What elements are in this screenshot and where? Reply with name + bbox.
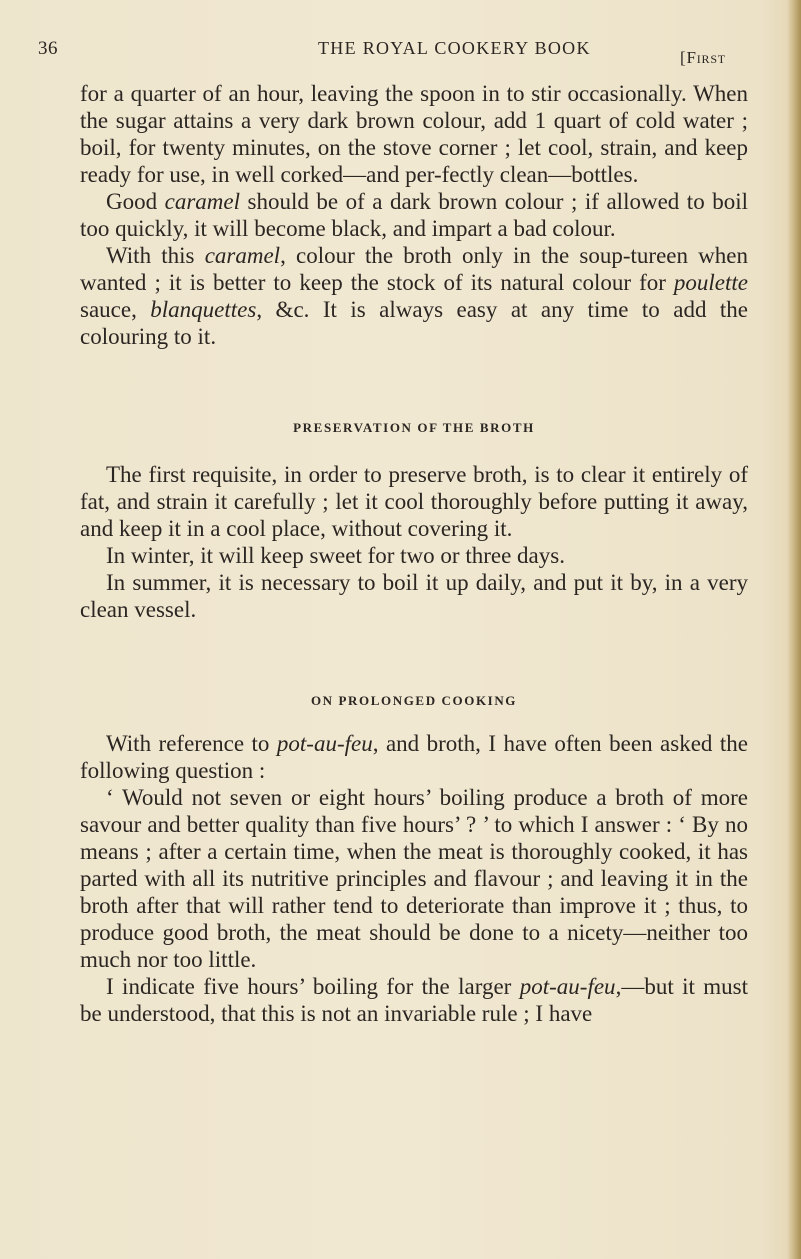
running-header (0, 34, 801, 67)
body-text (80, 80, 748, 1027)
paragraph-answer: ‘ Would not seven or eight hours’ boiling produce a broth of more savour and better quality than five hours’ ? ’ to which I answer : ‘ By no means ; after a certain time, when the meat is thoroughly cooked, it has parted with all its nutritive principles and flavour ; and leaving it in the broth after that will rather tend to deteriorate than improve it ; thus, to produce good broth, the meat should be done to a nicety—neither too much nor too little. (80, 785, 748, 972)
paragraph-winter: In winter, it will keep sweet for two or three days. (106, 543, 565, 568)
paragraph-first-requisite: The first requisite, in order to preserve broth, is to clear it entirely of fat, and strain it carefully ; let it cool thoroughly before putting it away, and keep it in a cool place, without covering it. (80, 462, 748, 541)
section-mark: [First (680, 48, 726, 67)
page-number: 36 (38, 38, 58, 59)
paragraph-caramel-method: for a quarter of an hour, leaving the spoon in to stir occasionally. When the sugar attains a very dark brown colour, add 1 quart of cold water ; boil, for twenty minutes, on the stove corner ; let cool, strain, and keep ready for use, in well corked—and per-fectly clean—bottles. (80, 81, 748, 187)
heading-prolonged-cooking: ON PROLONGED COOKING (310, 693, 518, 708)
paragraph-good-caramel: Good caramel should be of a dark brown colour ; if allowed to boil too quickly, it will become black, and impart a bad colour. (80, 189, 748, 241)
paragraph-five-hours: I indicate five hours’ boiling for the larger pot-au-feu,—but it must be understood, that this is not an invariable rule ; I have (80, 974, 749, 1026)
paragraph-colouring: With this caramel, colour the broth only in the soup-tureen when wanted ; it is better to keep the stock of its natural colour for poulette sauce, blanquettes, &c. It is always easy at any time to add the colouring to it. (80, 243, 749, 349)
paragraph-pot-au-feu-question: With reference to pot-au-feu, and broth, I have often been asked the following question : (80, 731, 748, 783)
page-edge (787, 0, 801, 1259)
heading-preservation: PRESERVATION OF THE BROTH (293, 420, 535, 435)
book-title: THE ROYAL COOKERY BOOK (318, 38, 591, 58)
paragraph-summer: In summer, it is necessary to boil it up daily, and put it by, in a very clean vessel. (80, 570, 748, 622)
